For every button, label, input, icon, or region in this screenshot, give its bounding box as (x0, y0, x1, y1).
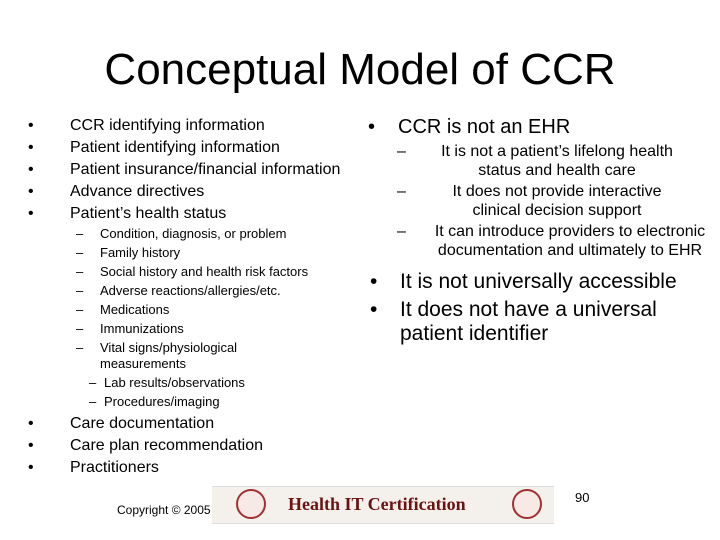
seal-logo (512, 489, 542, 519)
sub-list-item: – Vital signs/physiological measurements (76, 340, 238, 371)
right-bullet: • It is not universally accessible (370, 270, 677, 293)
sub-list-item: – Procedures/imaging (89, 394, 220, 409)
sub-list-item: – Family history (76, 245, 181, 260)
right-sub-point: – It does not provide interactive clinical decision support (397, 183, 662, 219)
sub-list-item: – Lab results/observations (89, 375, 245, 390)
banner-logo-text: Health IT Certification (288, 494, 466, 514)
copyright-text: Copyright © 2005 (117, 503, 211, 517)
certification-banner (212, 486, 554, 524)
seal-logo (236, 489, 266, 519)
sub-list-item: – Condition, diagnosis, or problem (76, 226, 287, 241)
right-heading: • CCR is not an EHR (368, 116, 571, 138)
sub-list-item: – Social history and health risk factors (76, 264, 309, 279)
slide-title: Conceptual Model of CCR (104, 45, 616, 94)
right-sub-point: – It can introduce providers to electronic documentation and ultimately to EHR (397, 223, 706, 259)
list-item: • Patient insurance/financial information (28, 161, 341, 178)
list-item: • Practitioners (28, 459, 159, 476)
list-item: • Patient’s health status (28, 205, 227, 222)
right-sub-point: – It is not a patient’s lifelong health status and health care (397, 143, 673, 179)
page-number: 90 (575, 490, 590, 505)
list-item: • CCR identifying information (28, 117, 265, 134)
right-bullet: • It does not have a universal patient identifier (370, 298, 657, 345)
list-item: • Advance directives (28, 183, 205, 200)
right-column (368, 116, 706, 350)
sub-list-item: – Adverse reactions/allergies/etc. (76, 283, 281, 298)
sub-list-item: – Medications (76, 302, 170, 317)
list-item: • Care documentation (28, 415, 215, 432)
sub-list-item: – Immunizations (76, 321, 184, 336)
list-item: • Patient identifying information (28, 139, 280, 156)
left-column (28, 116, 373, 480)
list-item: • Care plan recommendation (28, 437, 263, 454)
